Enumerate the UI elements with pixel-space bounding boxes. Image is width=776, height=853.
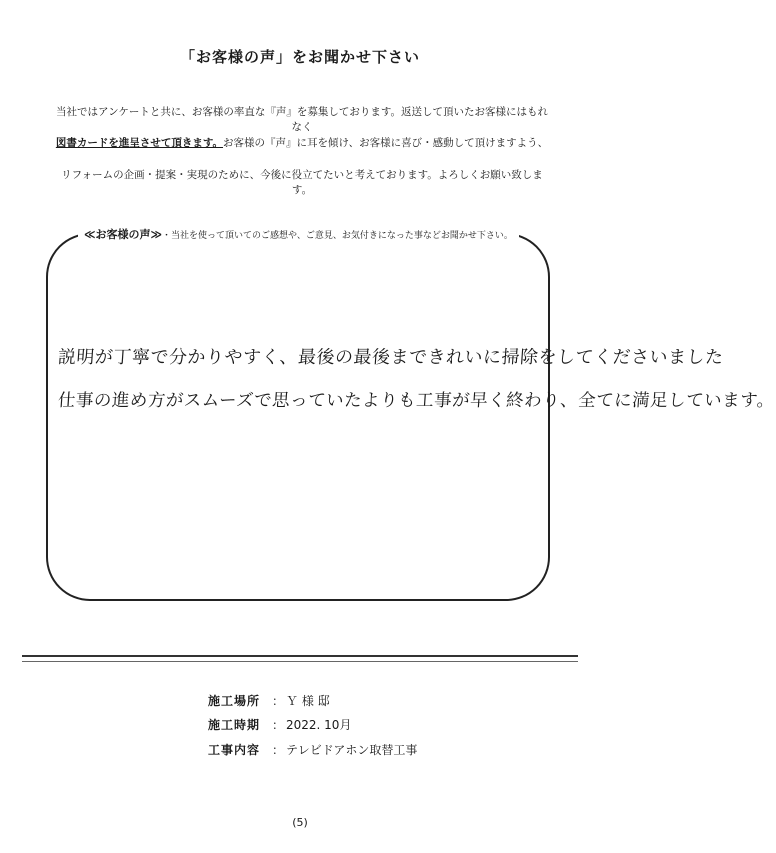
info-row-location [208, 692, 330, 709]
separator: ： [271, 694, 284, 708]
work-value: テレビドアホン取替工事 [286, 743, 418, 757]
handwritten-comment-line-2: 仕事の進め方がスムーズで思っていたよりも工事が早く終わり、全てに満足しています。 [57, 391, 776, 411]
info-row-work [208, 741, 417, 758]
period-value: 2022. 10月 [286, 718, 352, 732]
card-subheading: ・当社を使って頂いてのご感想や、ご意見、お気付きになった事などお聞かせ下さい。 [162, 231, 513, 241]
intro-line-3: リフォームの企画・提案・実現のために、今後に役立てたいと考えております。よろしくお願い致します。 [61, 169, 543, 196]
separator: ： [271, 743, 284, 757]
card-heading: ≪お客様の声≫ [84, 228, 163, 241]
location-label: 施工場所 [208, 694, 261, 708]
work-label: 工事内容 [208, 743, 261, 757]
divider-thin [22, 661, 578, 662]
page-number: (5) [292, 816, 308, 829]
card-header [78, 226, 519, 242]
handwritten-comment-line-1: 説明が丁寧で分かりやすく、最後の最後まできれいに掃除をしてくださいました [57, 347, 725, 368]
period-label: 施工時期 [208, 718, 261, 732]
location-value: Ｙ 様 邸 [286, 694, 330, 708]
separator: ： [271, 718, 284, 732]
intro-line-1: 当社ではアンケートと共に、お客様の率直な『声』を募集しております。返送して頂いたお客様にはもれなく [55, 106, 549, 133]
page-title: 「お客様の声」をお聞かせ下さい [179, 48, 420, 66]
intro-underlined-text: 図書カードを進呈させて頂きます。 [55, 137, 224, 149]
intro-line-2-rest: お客様の『声』に耳を傾け、お客様に喜び・感動して頂けますよう、 [223, 137, 549, 149]
info-row-period [208, 716, 351, 733]
customer-voice-card [46, 228, 776, 601]
intro-line-2 [52, 135, 552, 150]
divider-thick [22, 655, 578, 657]
